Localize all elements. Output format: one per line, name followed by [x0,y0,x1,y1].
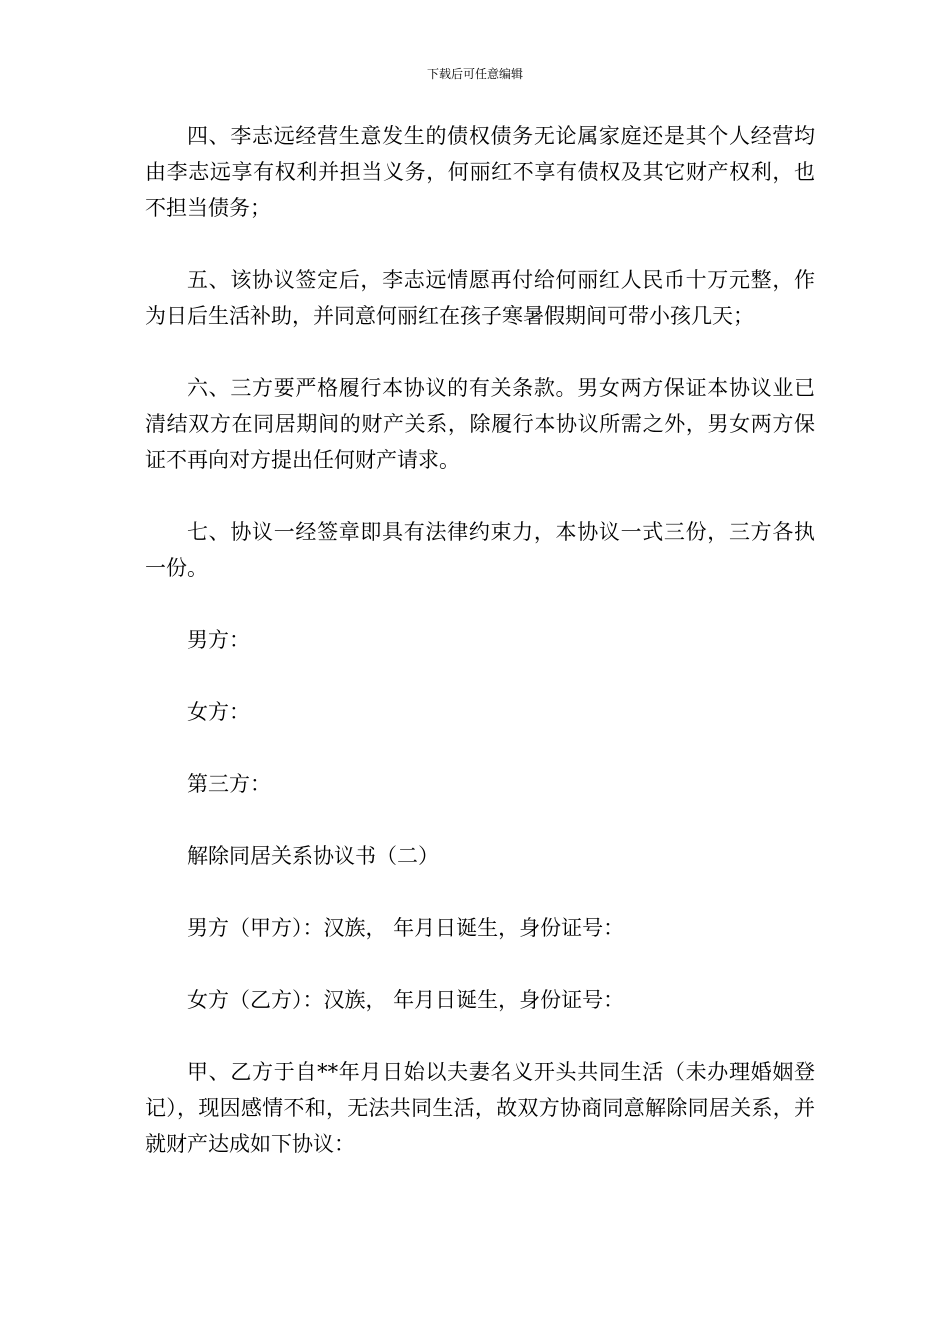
clause-6: 六、三方要严格履行本协议的有关条款。男女两方保证本协议业已清结双方在同居期间的财产关系，除履行本协议所需之外，男女两方保证不再向对方提出任何财产请求。 [145,376,815,472]
clause-5: 五、该协议签定后，李志远情愿再付给何丽红人民币十万元整，作为日后生活补助，并同意何丽红在孩子寒暑假期间可带小孩几天； [145,268,815,328]
party-b-info: 女方（乙方）：汉族， 年月日诞生，身份证号： [187,988,625,1012]
agreement-preamble: 甲、乙方于自**年月日始以夫妻名义开头共同生活（未办理婚姻登记），现因感情不和，无法共同生活，故双方协商同意解除同居关系，并就财产达成如下协议： [145,1060,815,1156]
document-body [145,118,815,1162]
section-title: 解除同居关系协议书（二） [187,844,439,868]
signature-female: 女方： [187,700,250,724]
clause-4: 四、李志远经营生意发生的债权债务无论属家庭还是其个人经营均由李志远享有权利并担当义务，何丽红不享有债权及其它财产权利，也不担当债务； [145,124,815,220]
clause-7: 七、协议一经签章即具有法律约束力，本协议一式三份，三方各执一份。 [145,520,815,580]
signature-male: 男方： [187,628,250,652]
header-note: 下载后可任意编辑 [426,67,523,81]
signature-third-party: 第三方： [187,772,271,796]
party-a-info: 男方（甲方）：汉族， 年月日诞生，身份证号： [187,916,625,940]
